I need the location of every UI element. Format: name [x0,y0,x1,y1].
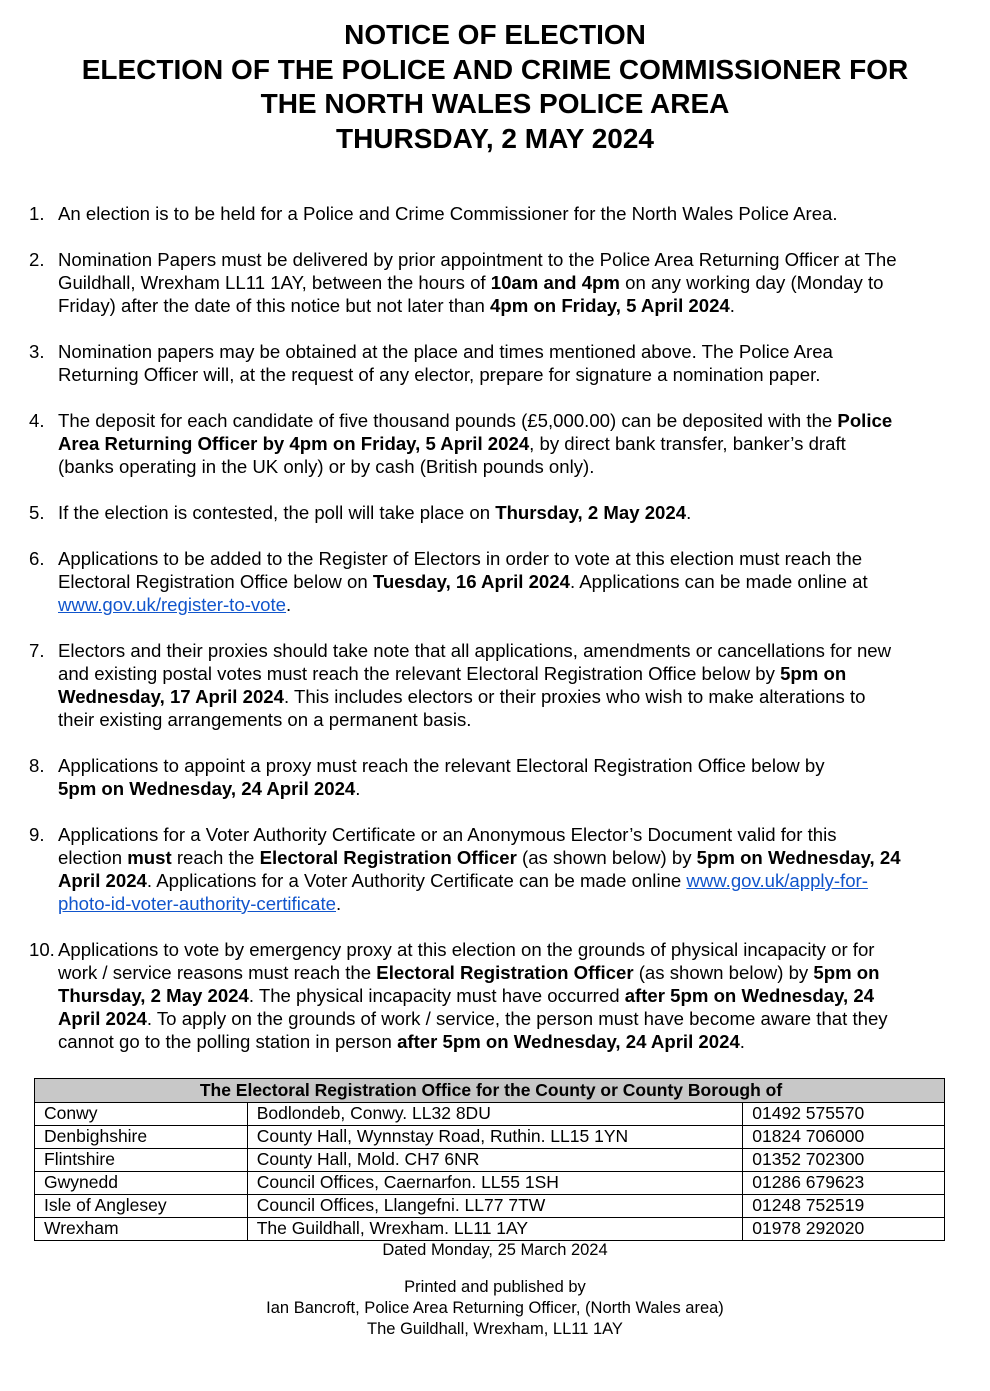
text-segment: Applications to appoint a proxy must reach the relevant Electoral Registration Office below by [58,755,825,776]
table-row [35,1195,945,1218]
item-text-line [58,685,990,708]
text-segment: Guildhall, Wrexham LL11 1AY, between the hours of [58,272,491,293]
text-segment: Nomination Papers must be delivered by prior appointment to the Police Area Returning Officer at The [58,249,897,270]
text-segment: Electors and their proxies should take note that all applications, amendments or cancellations for new [58,640,892,661]
item-number: 10. [29,939,55,960]
item-text-line [58,570,990,593]
county-cell: Wrexham [35,1218,248,1241]
table-row [35,1172,945,1195]
item-number: 8. [29,755,45,776]
table-header-row [35,1079,945,1103]
item-text-line [58,340,990,363]
item-text-line [58,294,990,317]
text-segment: An election is to be held for a Police and Crime Commissioner for the North Wales Police Area. [58,203,838,224]
item-text-line [58,869,990,892]
notice-title [20,18,970,156]
text-segment: . [686,502,692,523]
url-link[interactable]: www.gov.uk/register-to-vote [58,594,287,615]
item-number: 9. [29,824,45,845]
text-segment: election [58,847,128,868]
notice-items-list [0,202,990,1076]
item-text-line [58,984,990,1007]
text-segment: Friday) after the date of this notice but not later than [58,295,491,316]
text-segment: If the election is contested, the poll will take place on [58,502,496,523]
item-text-line [58,547,990,570]
item-number: 6. [29,548,45,569]
bold-text: Electoral Registration Officer [259,847,517,868]
item-text-line [58,1007,990,1030]
text-segment: (as shown below) by [633,962,814,983]
bold-text: 5pm on [813,962,880,983]
bold-text: 5pm on Wednesday, 24 [696,847,901,868]
item-text-line [58,455,990,478]
item-number: 1. [29,203,45,224]
bold-text: Area Returning Officer by 4pm on Friday, 5 April 2024 [58,433,530,454]
item-text-line [58,777,990,800]
phone-cell: 01286 679623 [743,1172,945,1195]
text-segment: Returning Officer will, at the request of any elector, prepare for signature a nomination paper. [58,364,821,385]
title-line-2: ELECTION OF THE POLICE AND CRIME COMMISSIONER FOR [81,53,909,85]
item-number: 4. [29,410,45,431]
text-segment: . Applications for a Voter Authority Certificate can be made online [146,870,687,891]
item-number: 3. [29,341,45,362]
address-cell: Council Offices, Llangefni. LL77 7TW [247,1195,743,1218]
notice-item [0,547,990,616]
address-cell: County Hall, Mold. CH7 6NR [247,1149,743,1172]
bold-text: 4pm on Friday, 5 April 2024 [490,295,730,316]
address-cell: Council Offices, Caernarfon. LL55 1SH [247,1172,743,1195]
text-segment: , by direct bank transfer, banker’s draft [529,433,846,454]
title-line-4: THURSDAY, 2 MAY 2024 [335,122,654,154]
bold-text: 5pm on [780,663,847,684]
text-segment: (as shown below) by [516,847,697,868]
county-cell: Isle of Anglesey [35,1195,248,1218]
text-segment: their existing arrangements on a permanent basis. [58,709,472,730]
text-segment: Applications to vote by emergency proxy at this election on the grounds of physical incapacity or for [58,939,875,960]
text-segment: and existing postal votes must reach the relevant Electoral Registration Office below by [58,663,781,684]
item-text-line [58,202,990,225]
item-text-line [58,271,990,294]
text-segment: Nomination papers may be obtained at the place and times mentioned above. The Police Area [58,341,833,362]
text-segment: . [729,295,735,316]
bold-text: Police [837,410,893,431]
text-segment: Applications to be added to the Register of Electors in order to vote at this election must reach the [58,548,863,569]
address-cell: Bodlondeb, Conwy. LL32 8DU [247,1103,743,1126]
county-cell: Gwynedd [35,1172,248,1195]
text-segment: . [355,778,361,799]
item-text-line [58,708,990,731]
returning-officer-line: Ian Bancroft, Police Area Returning Officer, (North Wales area) [266,1299,724,1317]
text-segment: . This includes electors or their proxies who wish to make alterations to [283,686,866,707]
bold-text: after 5pm on Wednesday, 24 April 2024 [397,1031,740,1052]
bold-text: April 2024 [58,1008,147,1029]
text-segment: reach the [171,847,260,868]
text-segment: The deposit for each candidate of five thousand pounds (£5,000.00) can be deposited with the [58,410,838,431]
bold-text: April 2024 [58,870,147,891]
text-segment: . [336,893,342,914]
county-cell: Conwy [35,1103,248,1126]
table-row [35,1126,945,1149]
address-cell: County Hall, Wynnstay Road, Ruthin. LL15 1YN [247,1126,743,1149]
table-row [35,1149,945,1172]
text-segment: . [286,594,292,615]
text-segment: cannot go to the polling station in person [58,1031,398,1052]
item-number: 7. [29,640,45,661]
bold-text: must [127,847,172,868]
text-segment: Electoral Registration Office below on [58,571,373,592]
notice-item [0,340,990,386]
item-number: 5. [29,502,45,523]
item-text-line [58,501,990,524]
url-link[interactable]: photo-id-voter-authority-certificate [58,893,336,914]
text-segment: . The physical incapacity must have occurred [248,985,625,1006]
item-text-line [58,892,990,915]
item-text-line [58,823,990,846]
notice-item [0,938,990,1053]
text-segment: . [739,1031,745,1052]
item-text-line [58,1030,990,1053]
bold-text: after 5pm on Wednesday, 24 [624,985,875,1006]
bold-text: Thursday, 2 May 2024 [495,502,687,523]
item-text-line [58,639,990,662]
bold-text: 10am and 4pm [490,272,620,293]
table-body [35,1103,945,1241]
table-row [35,1103,945,1126]
title-line-1: NOTICE OF ELECTION [344,19,646,50]
printed-by-line: Printed and published by [404,1278,586,1296]
text-segment: (banks operating in the UK only) or by cash (British pounds only). [58,456,595,477]
bold-text: Wednesday, 17 April 2024 [58,686,284,707]
notice-item [0,754,990,800]
item-text-line [58,754,990,777]
notice-item [0,409,990,478]
phone-cell: 01824 706000 [743,1126,945,1149]
notice-item [0,248,990,317]
title-line-3: THE NORTH WALES POLICE AREA [260,88,730,119]
text-segment: Applications for a Voter Authority Certificate or an Anonymous Elector’s Document valid for this [58,824,837,845]
phone-cell: 01352 702300 [743,1149,945,1172]
bold-text: Electoral Registration Officer [376,962,634,983]
item-text-line [58,662,990,685]
text-segment: . To apply on the grounds of work / service, the person must have become aware that they [146,1008,888,1029]
electoral-registration-office-table [34,1078,945,1241]
item-text-line [58,432,990,455]
dated-line: Dated Monday, 25 March 2024 [382,1241,608,1259]
item-text-line [58,363,990,386]
phone-cell: 01248 752519 [743,1195,945,1218]
publisher-address-line: The Guildhall, Wrexham, LL11 1AY [367,1320,623,1338]
item-text-line [58,409,990,432]
text-segment: work / service reasons must reach the [58,962,377,983]
table-row [35,1218,945,1241]
bold-text: Thursday, 2 May 2024 [58,985,249,1006]
item-text-line [58,248,990,271]
bold-text: 5pm on Wednesday, 24 April 2024 [58,778,356,799]
notice-item [0,501,990,524]
phone-cell: 01492 575570 [743,1103,945,1126]
table-header: The Electoral Registration Office for the County or County Borough of [35,1079,945,1103]
item-text-line [58,938,990,961]
item-text-line [58,961,990,984]
address-cell: The Guildhall, Wrexham. LL11 1AY [247,1218,743,1241]
county-cell: Flintshire [35,1149,248,1172]
notice-item [0,202,990,225]
item-number: 2. [29,249,45,270]
item-text-line [58,593,990,616]
bold-text: Tuesday, 16 April 2024 [372,571,570,592]
notice-item [0,639,990,731]
notice-item [0,823,990,915]
text-segment: on any working day (Monday to [619,272,884,293]
text-segment: . Applications can be made online at [569,571,868,592]
county-cell: Denbighshire [35,1126,248,1149]
url-link[interactable]: www.gov.uk/apply-for- [686,870,868,891]
phone-cell: 01978 292020 [743,1218,945,1241]
item-text-line [58,846,990,869]
